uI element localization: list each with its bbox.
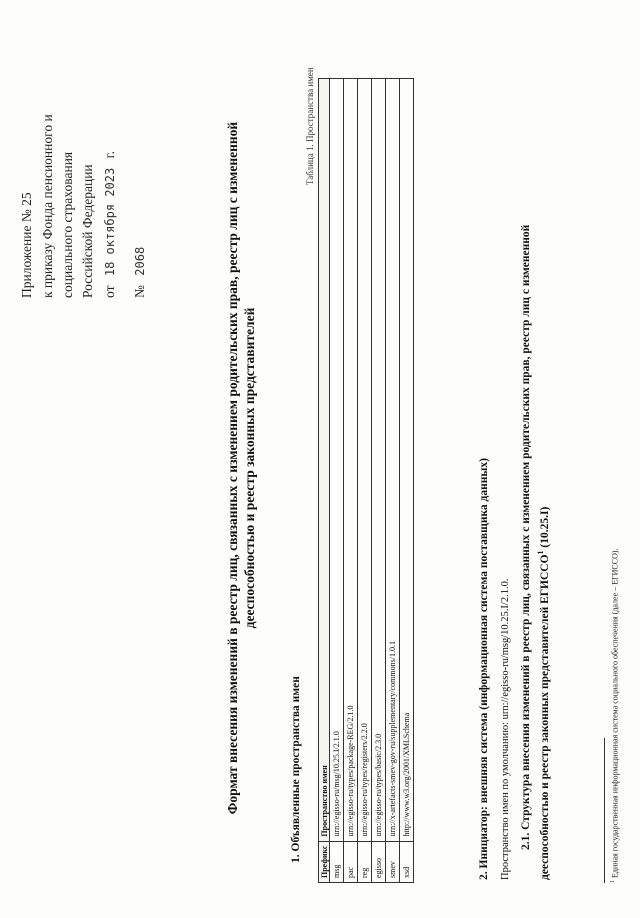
footnote-text: Единая государственная информационная система социального обеспечения (далее – ЕГИССО).	[610, 548, 620, 880]
row-prefix: xsd	[400, 841, 414, 882]
row-prefix: smev	[386, 841, 400, 882]
row-namespace: urn://egisso-ru/types/registers/2.2.0	[358, 79, 372, 842]
namespaces-table	[318, 78, 414, 883]
default-namespace-text: Пространство имен по умолчанию: urn://egisso-ru/msg/10.25.I/2.1.0.	[500, 578, 511, 880]
section-2-heading: 2. Инициатор: внешняя система (информационная система поставщика данных)	[478, 458, 490, 880]
section-1-heading: 1. Объявленные пространства имен	[290, 676, 302, 863]
title-line-1: Формат внесения изменений в реестр лиц, связанных с изменением родительских прав, реестр лиц с измененной	[225, 121, 240, 815]
attachment-line-4: Российской Федерации	[80, 164, 95, 298]
row-prefix: pac	[344, 841, 358, 882]
footnote-divider	[604, 738, 605, 883]
attachment-line-1: Приложение № 25	[19, 192, 34, 298]
column-header-prefix: Префикс	[319, 841, 330, 882]
attachment-line-3: социального страхования	[60, 151, 75, 298]
date-prefix: от	[102, 285, 117, 298]
subsection-2-1-line-1: 2.1. Структура внесения изменений в реестр лиц, связанных с изменением родительских прав, реестр лиц с измененной	[520, 224, 532, 850]
attachment-number	[133, 247, 147, 298]
row-prefix: msg	[330, 841, 344, 882]
table-caption: Таблица 1. Пространства имен	[305, 67, 315, 185]
subsection-2-1-code: (10.25.I)	[538, 506, 551, 551]
attachment-line-2: к приказу Фонда пенсионного и	[40, 114, 55, 298]
number-prefix: №	[132, 285, 147, 298]
row-namespace: urn://x-artefacts-smev-gov-ru/supplementary/commons/1.0.1	[386, 79, 400, 842]
row-namespace: urn://egisso-ru/types/basic/2.3.0	[372, 79, 386, 842]
table-row	[344, 79, 358, 883]
document-title	[225, 88, 259, 848]
table-row	[358, 79, 372, 883]
date-value: 18 октября 2023	[103, 167, 117, 277]
table-header-row	[319, 79, 330, 883]
row-namespace: urn://egisso-ru/types/package-REG/2.1.0	[344, 79, 358, 842]
date-suffix: г.	[102, 151, 117, 159]
column-header-namespace: Пространство имен	[319, 79, 330, 842]
footnote-ref: 1	[536, 550, 545, 555]
row-prefix: egisso	[372, 841, 386, 882]
table-row	[400, 79, 414, 883]
table-row	[372, 79, 386, 883]
footnote	[610, 548, 620, 883]
title-line-2: дееспособностью и реестр законных представителей	[241, 307, 257, 629]
table-row	[386, 79, 400, 883]
row-namespace: http://www.w3.org/2001/XMLSchema	[400, 79, 414, 842]
table-row	[330, 79, 344, 883]
row-prefix: reg	[358, 841, 372, 882]
row-namespace: urn://egisso-ru/msg/10.25.I/2.1.0	[330, 79, 344, 842]
number-value: 2068	[133, 246, 147, 276]
attachment-date	[103, 151, 117, 298]
subsection-2-1-line-2	[536, 507, 551, 880]
footnote-mark: 1	[610, 880, 616, 883]
subsection-2-1-text: дееспособностью и реестр законных представителей ЕГИССО	[538, 554, 551, 880]
